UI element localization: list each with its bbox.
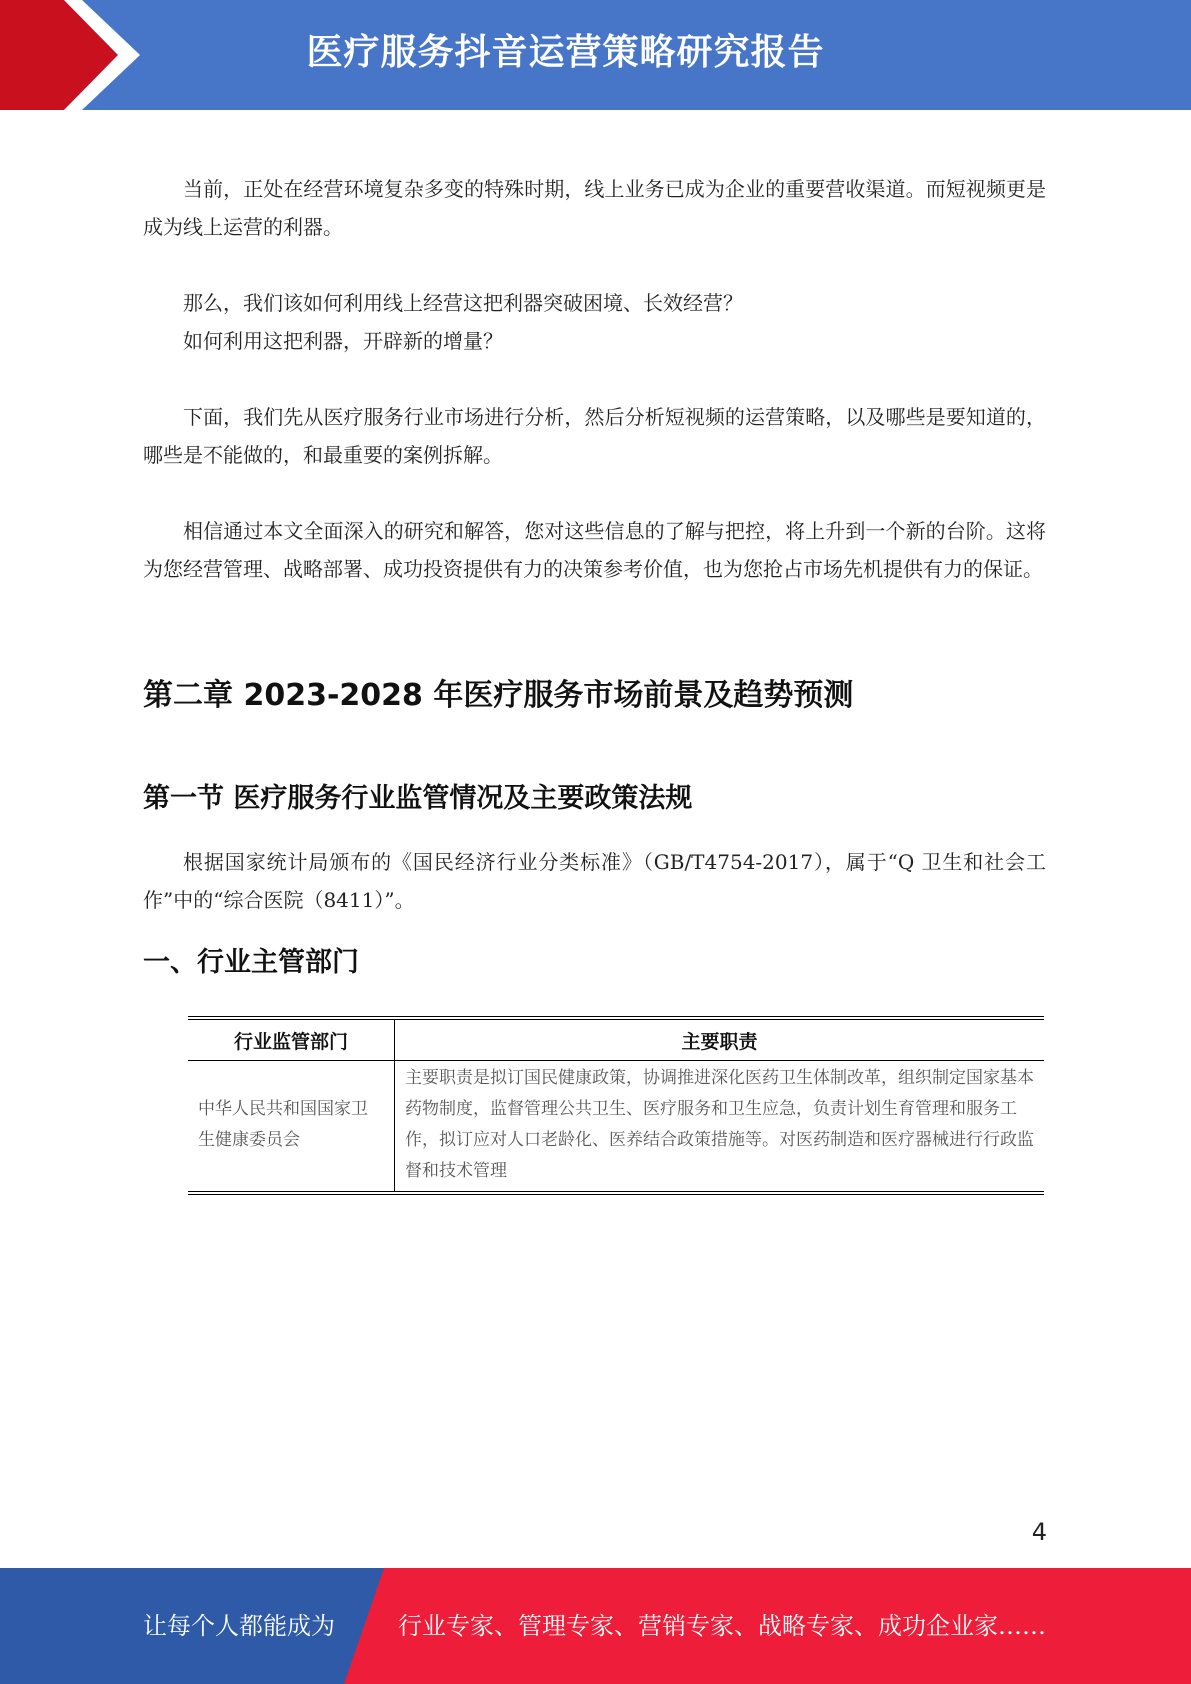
table-header-department: 行业监管部门: [188, 1018, 395, 1061]
chapter-title: 第二章 2023-2028 年医疗服务市场前景及趋势预测: [143, 678, 854, 713]
table-header-row: [188, 1018, 1044, 1061]
header-title: 医疗服务抖音运营策略研究报告: [306, 32, 825, 73]
intro-paragraph-3: 下面，我们先从医疗服务行业市场进行分析，然后分析短视频的运营策略，以及哪些是要知道的，哪些是不能做的，和最重要的案例拆解。: [143, 405, 1046, 467]
footer-slogan-right: 行业专家、管理专家、营销专家、战略专家、成功企业家……: [398, 1612, 1046, 1640]
regulator-table: [188, 1016, 1044, 1195]
table-row: [188, 1061, 1044, 1194]
intro-paragraph-1: 当前，正处在经营环境复杂多变的特殊时期，线上业务已成为企业的重要营收渠道。而短视频更是成为线上运营的利器。: [143, 177, 1046, 239]
page-footer: [0, 1568, 1191, 1684]
page-header: [0, 0, 1191, 110]
table-cell-duty: 主要职责是拟订国民健康政策，协调推进深化医药卫生体制改革，组织制定国家基本药物制度，监督管理公共卫生、医疗服务和卫生应急，负责计划生育管理和服务工作，拟订应对人口老龄化、医养结合政策措施等。对医药制造和医疗器械进行行政监督和技术管理: [405, 1068, 1034, 1181]
section-title: 第一节 医疗服务行业监管情况及主要政策法规: [143, 783, 693, 814]
regulator-table-grid: [188, 1016, 1044, 1195]
table-cell-department: 中华人民共和国国家卫生健康委员会: [188, 1061, 395, 1194]
table-header-duty: 主要职责: [395, 1018, 1045, 1061]
intro-paragraph-4: 相信通过本文全面深入的研究和解答，您对这些信息的了解与把控，将上升到一个新的台阶。这将为您经营管理、战略部署、成功投资提供有力的决策参考价值，也为您抢占市场先机提供有力的保证。: [143, 519, 1046, 581]
subsection-title: 一、行业主管部门: [143, 947, 359, 978]
intro-paragraph-2b: 如何利用这把利器，开辟新的增量？: [183, 329, 503, 353]
intro-paragraph-2a: 那么，我们该如何利用线上经营这把利器突破困境、长效经营？: [183, 291, 743, 315]
section-body: [143, 843, 1046, 919]
header-arrow-decoration: [0, 0, 160, 110]
section-paragraph: 根据国家统计局颁布的《国民经济行业分类标准》（GB/T4754-2017），属于“Q 卫生和社会工作”中的“综合医院（8411）”。: [143, 850, 1046, 912]
footer-slogan-left: 让每个人都能成为: [143, 1612, 335, 1640]
intro-section: [143, 170, 1046, 588]
page-number: 4: [1031, 1518, 1047, 1546]
